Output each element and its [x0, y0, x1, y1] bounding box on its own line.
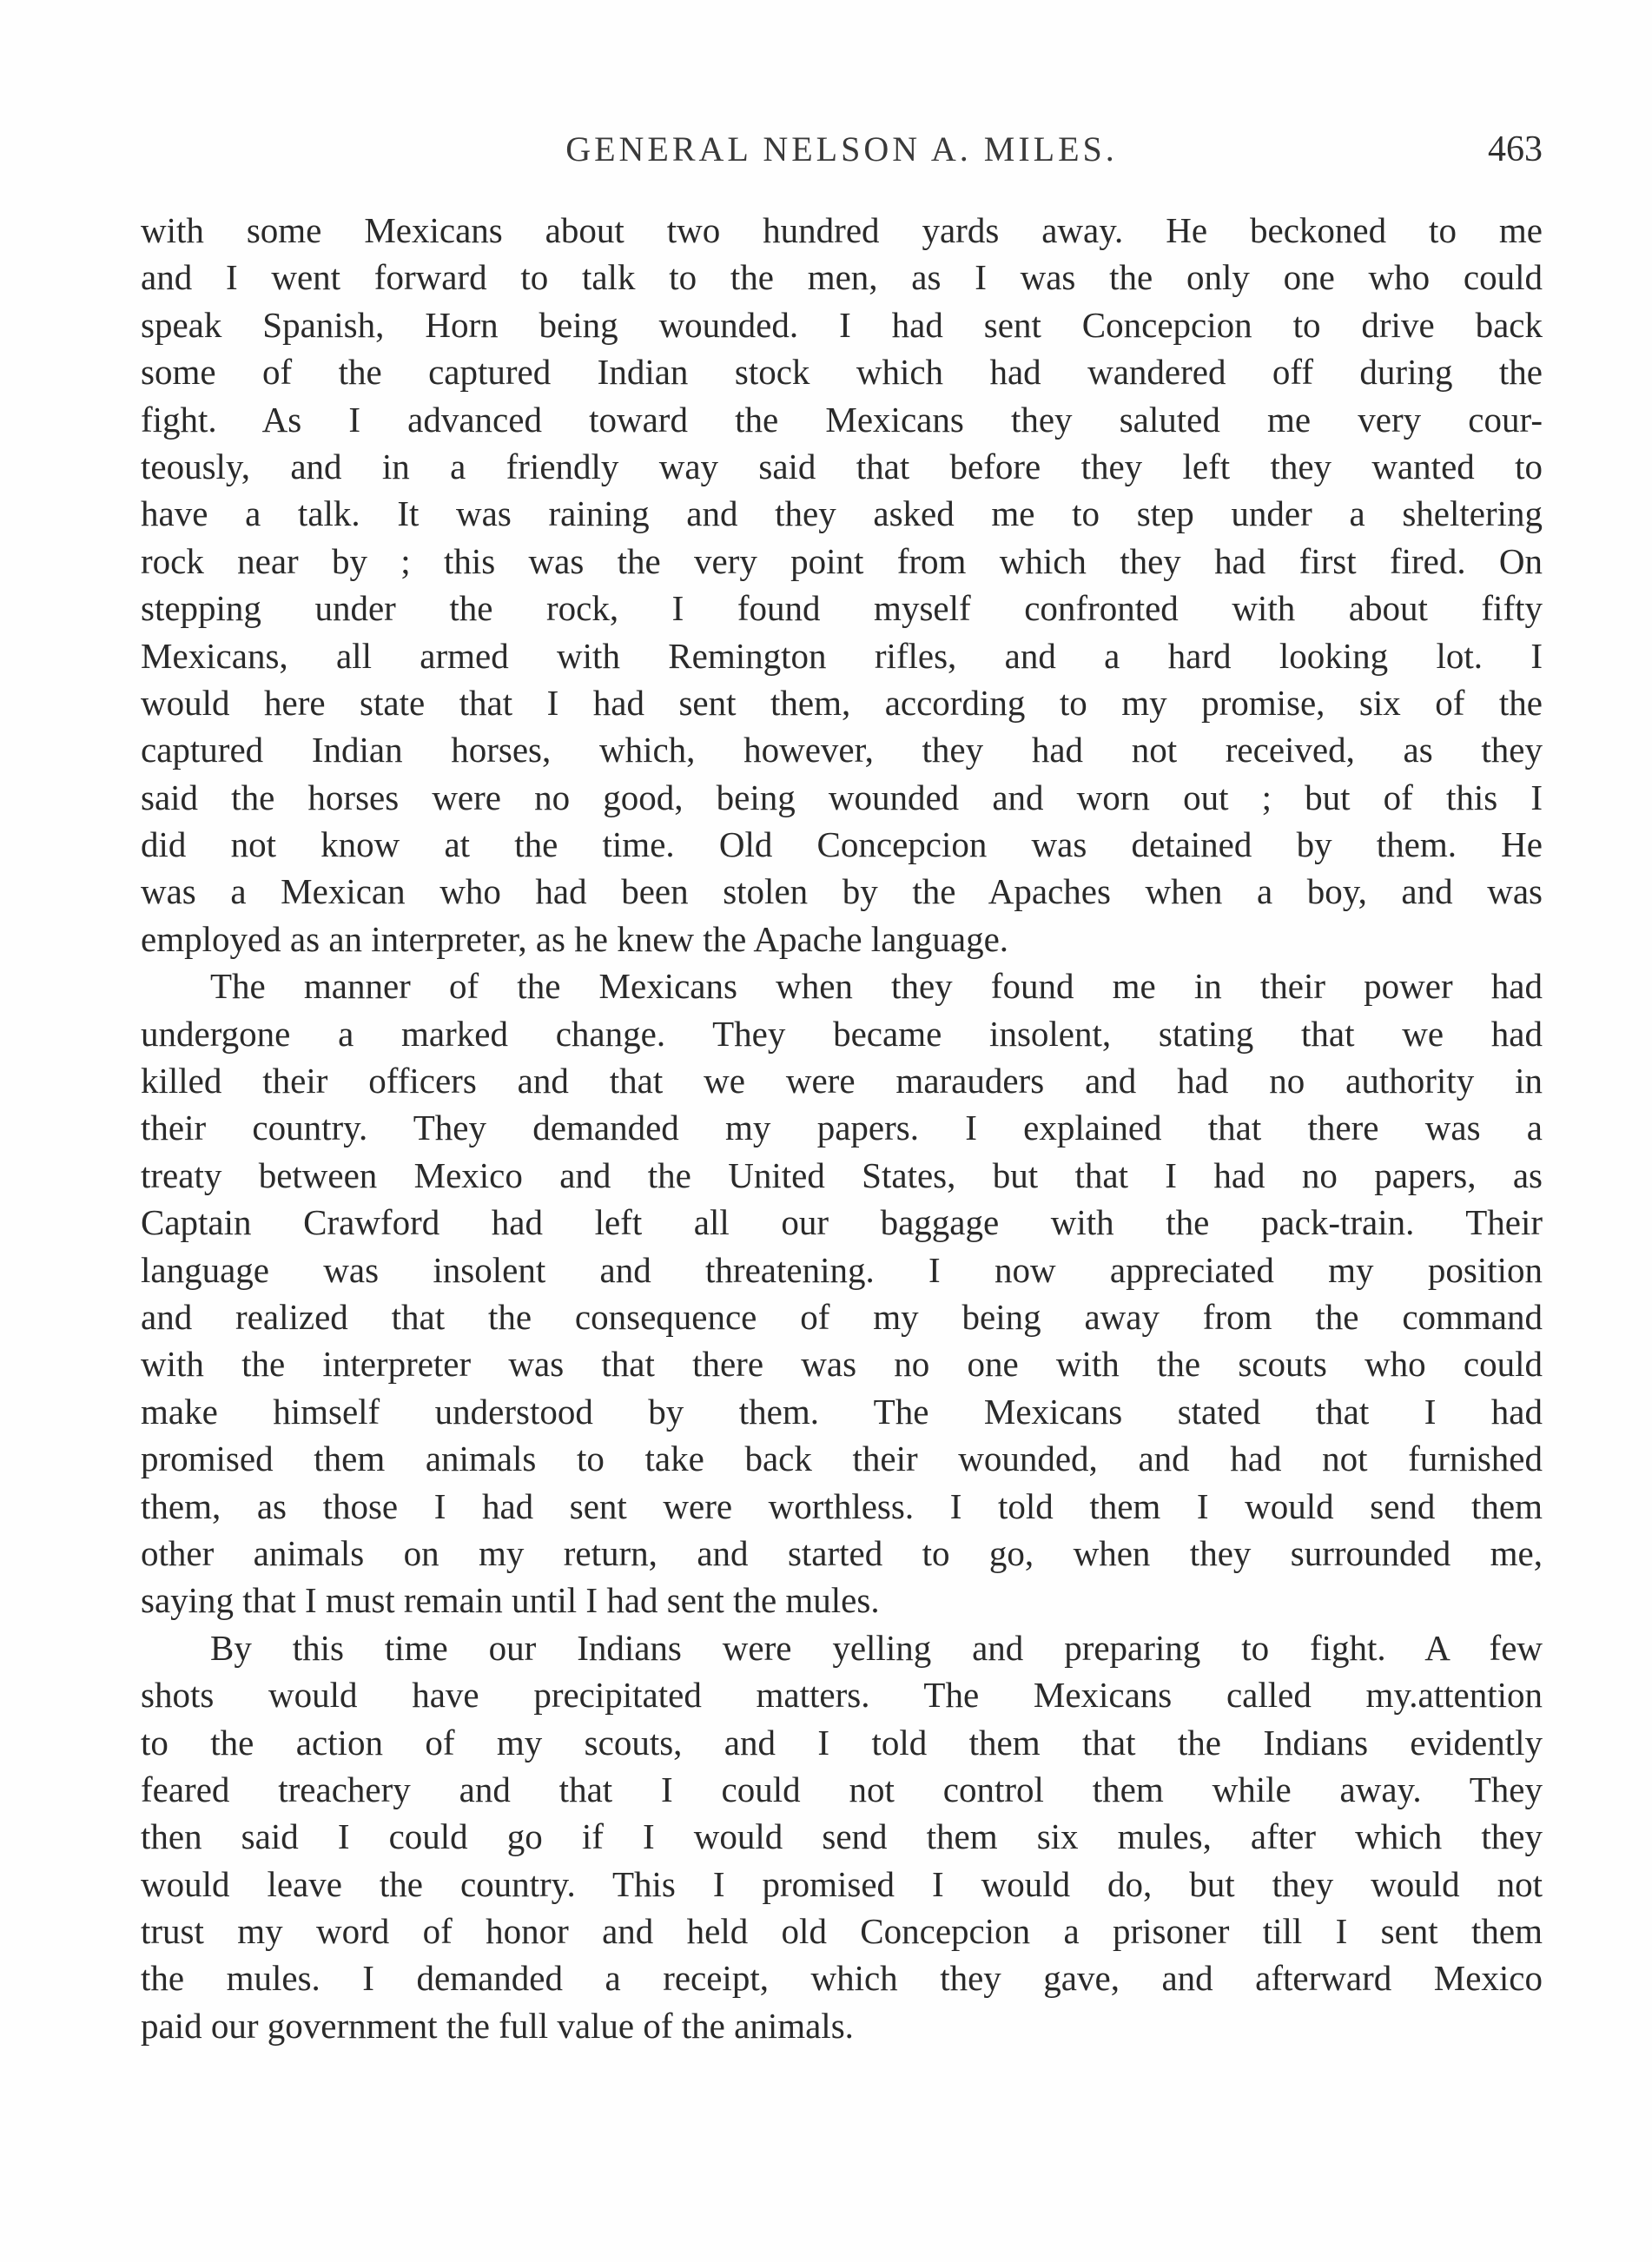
text-line: have a talk. It was raining and they asked me to step under a sheltering [141, 493, 1543, 534]
text-line: captured Indian horses, which, however, they had not received, as they [141, 730, 1543, 771]
text-line: The manner of the Mexicans when they found me in their power had [210, 966, 1543, 1007]
text-line: said the horses were no good, being wounded and worn out ; but of this I [141, 777, 1543, 817]
body-text [141, 207, 1543, 2049]
running-title: GENERAL NELSON A. MILES. [565, 129, 1118, 169]
text-line: other animals on my return, and started to go, when they surrounded me, [141, 1532, 1543, 1573]
text-line: to the action of my scouts, and I told them that the Indians evidently [141, 1722, 1543, 1763]
text-line: language was insolent and threatening. I now appreciated my position [141, 1249, 1543, 1290]
text-line: was a Mexican who had been stolen by the Apaches when a boy, and was [141, 871, 1543, 912]
text-line: speak Spanish, Horn being wounded. I had sent Concepcion to drive back [141, 304, 1543, 345]
text-line: undergone a marked change. They became insolent, stating that we had [141, 1013, 1543, 1054]
page-number: 463 [1488, 129, 1543, 169]
text-line: paid our government the full value of the animals. [141, 2005, 854, 2046]
text-line: and realized that the consequence of my being away from the command [141, 1296, 1543, 1337]
text-line: rock near by ; this was the very point from which they had first fired. On [141, 540, 1543, 581]
text-line: and I went forward to talk to the men, as I was the only one who could [141, 257, 1543, 298]
text-line: them, as those I had sent were worthless. I told them I would send them [141, 1485, 1543, 1526]
text-line: make himself understood by them. The Mexicans stated that I had [141, 1391, 1543, 1432]
text-line: By this time our Indians were yelling and preparing to fight. A few [210, 1627, 1543, 1668]
text-line: some of the captured Indian stock which had wandered off during the [141, 352, 1543, 393]
text-line: their country. They demanded my papers. I explained that there was a [141, 1108, 1543, 1148]
text-line: teously, and in a friendly way said that before they left they wanted to [141, 446, 1543, 486]
text-line: feared treachery and that I could not control them while away. They [141, 1769, 1543, 1809]
text-line: would here state that I had sent them, according to my promise, six of the [141, 682, 1543, 723]
text-line: Captain Crawford had left all our baggage with the pack-train. Their [141, 1202, 1543, 1243]
running-head [141, 129, 1543, 181]
text-line: killed their officers and that we were marauders and had no authority in [141, 1061, 1543, 1101]
text-line: with the interpreter was that there was no one with the scouts who could [141, 1344, 1543, 1385]
text-line: saying that I must remain until I had sent the mules. [141, 1580, 880, 1621]
text-line: fight. As I advanced toward the Mexicans they saluted me very cour- [141, 399, 1543, 440]
text-line: employed as an interpreter, as he knew the Apache language. [141, 918, 1009, 959]
text-line: would leave the country. This I promised I would do, but they would not [141, 1863, 1543, 1904]
text-line: promised them animals to take back their wounded, and had not furnished [141, 1439, 1543, 1479]
text-line: the mules. I demanded a receipt, which they gave, and afterward Mexico [141, 1958, 1543, 1999]
text-line: stepping under the rock, I found myself confronted with about fifty [141, 588, 1543, 629]
text-line: with some Mexicans about two hundred yards away. He beckoned to me [141, 210, 1543, 250]
text-line: did not know at the time. Old Concepcion was detained by them. He [141, 824, 1543, 865]
text-line: Mexicans, all armed with Remington rifles, and a hard looking lot. I [141, 635, 1543, 676]
text-line: then said I could go if I would send them six mules, after which they [141, 1816, 1543, 1857]
text-line: shots would have precipitated matters. The Mexicans called my.attention [141, 1675, 1543, 1716]
text-line: treaty between Mexico and the United States, but that I had no papers, as [141, 1154, 1543, 1195]
text-line: trust my word of honor and held old Concepcion a prisoner till I sent them [141, 1911, 1543, 1952]
